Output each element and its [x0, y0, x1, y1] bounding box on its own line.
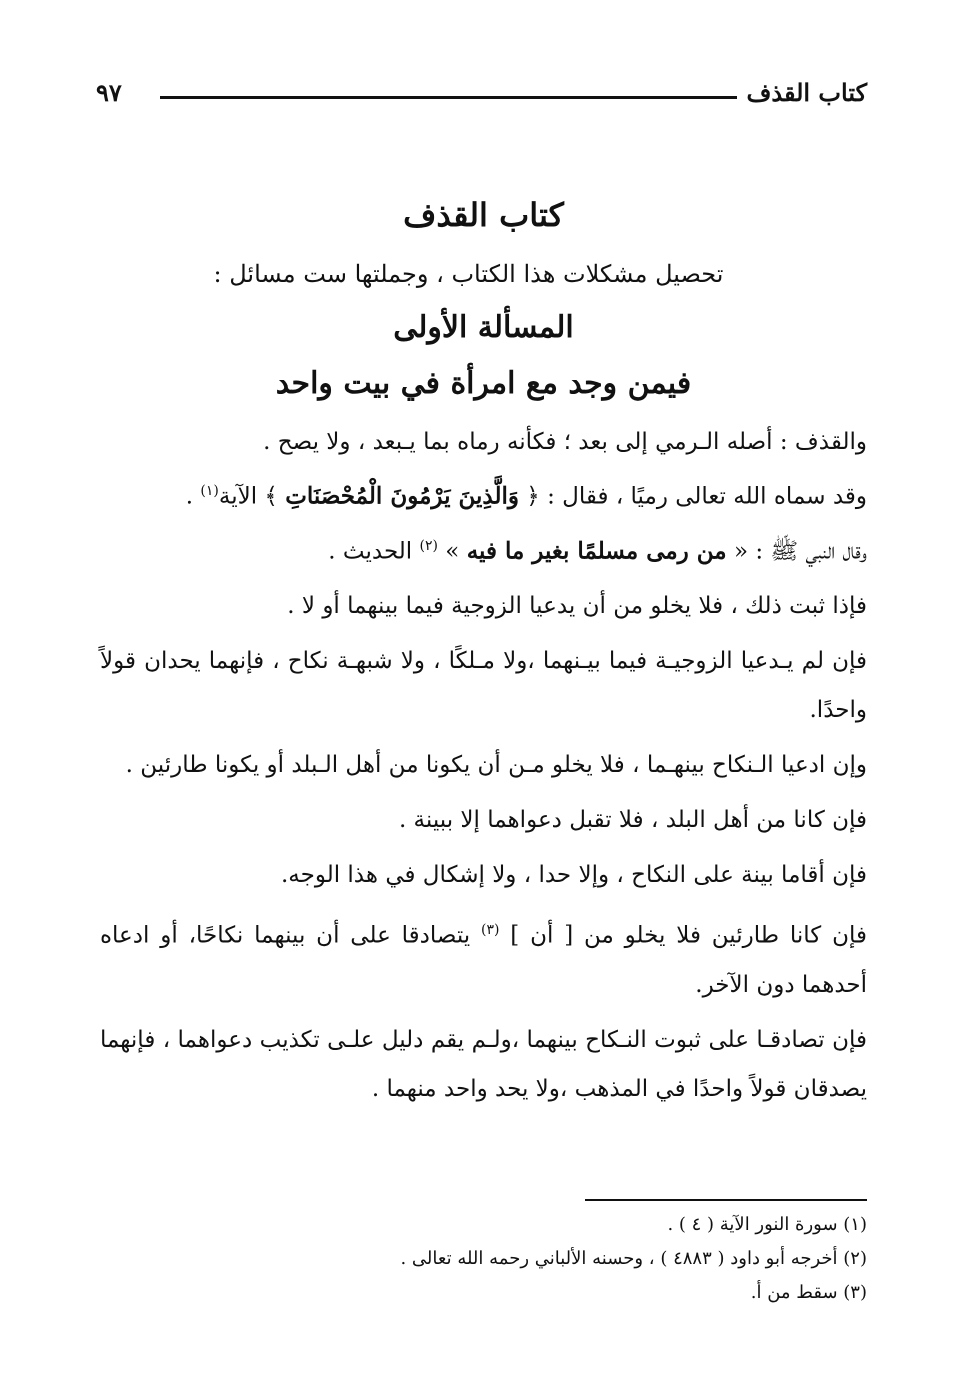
- paragraph-7-end: يتصادقا على أن بينهما نكاحًا، أو ادعاه أحدهما دون الآخر.: [100, 922, 867, 998]
- footnote-ref-1[interactable]: (١): [200, 483, 219, 499]
- paragraph-definition: [100, 418, 867, 576]
- definition-line-2-mid: ﴾ الآية: [218, 483, 286, 510]
- running-header: [96, 78, 867, 118]
- running-header-title: كتاب القذف: [746, 78, 867, 107]
- quran-quote: وَالَّذِينَ يَرْمُونَ الْمُحْصَنَاتِ: [285, 482, 519, 510]
- paragraph-8: فإن تصادقـا على ثبوت النـكاح بينهما ،ولـم يقم دليل علـى تكذيب دعواهما ، فإنهما يصدقان قولاً واحدًا في المذهب ،ولا يحد واحد منهما .: [100, 1026, 868, 1102]
- intro-line: تحصيل مشكلات هذا الكتاب ، وجملتها ست مسائل :: [213, 260, 724, 288]
- paragraph-7: [100, 906, 867, 1010]
- paragraph-7-start: فإن كانا طارئين فلا يخلو من [ أن ]: [499, 922, 867, 949]
- definition-line-2-end: .: [185, 483, 201, 510]
- issue-title: المسألة الأولى: [393, 310, 574, 345]
- header-rule: [160, 96, 737, 99]
- footnote-3: (٣) سقط من أ.: [750, 1282, 867, 1303]
- paragraph-2: فإذا ثبت ذلك ، فلا يخلو من أن يدعيا الزوجية فيما بينهما أو لا .: [287, 593, 867, 620]
- definition-line-3-end: الحديث .: [328, 538, 420, 565]
- definition-line-1: والقذف : أصله الـرمي إلى بعد ؛ فكأنه رماه بما يـبعد ، ولا يصح .: [263, 429, 867, 455]
- footnote-ref-2[interactable]: (٢): [419, 537, 438, 554]
- book-title: كتاب القذف: [403, 196, 564, 234]
- definition-line-2-start: وقد سماه الله تعالى رميًا ، فقال : ﴿: [519, 483, 867, 510]
- footnotes: [100, 1208, 867, 1310]
- main-text: [100, 190, 867, 1120]
- definition-line-3-start: وقال النبي ﷺ : «: [726, 538, 867, 565]
- paragraph-5: فإن كانا من أهل البلد ، فلا تقبل دعواهما إلا ببينة .: [398, 807, 867, 834]
- hadith-quote: من رمى مسلمًا بغير ما فيه: [466, 537, 727, 565]
- paragraph-3: فإن لم يـدعيا الزوجيـة فيما بيـنهما ،ولا مـلكًا ، ولا شبهـة نكاح ، فإنهما يحدان قولاً واحدًا.: [100, 648, 867, 724]
- paragraph-4: وإن ادعيا الـنكاح بينهـما ، فلا يخلو مـن أن يكونا من أهل الـبلد أو يكونا طارئين .: [125, 752, 867, 779]
- footnote-1: (١) سورة النور الآية ( ٤ ) .: [667, 1214, 867, 1235]
- footnote-rule: [585, 1199, 867, 1201]
- paragraph-6: فإن أقاما بينة على النكاح ، وإلا حدا ، ولا إشكال في هذا الوجه.: [280, 862, 867, 889]
- page-number: ٩٧: [96, 78, 122, 107]
- issue-subtitle: فيمن وجد مع امرأة في بيت واحد: [275, 366, 692, 401]
- footnote-2: (٢) أخرجه أبو داود ( ٤٨٨٣ ) ، وحسنه الألباني رحمه الله تعالى .: [400, 1248, 867, 1269]
- definition-line-3-mid: »: [437, 538, 467, 565]
- footnote-ref-3[interactable]: (٣): [481, 922, 500, 939]
